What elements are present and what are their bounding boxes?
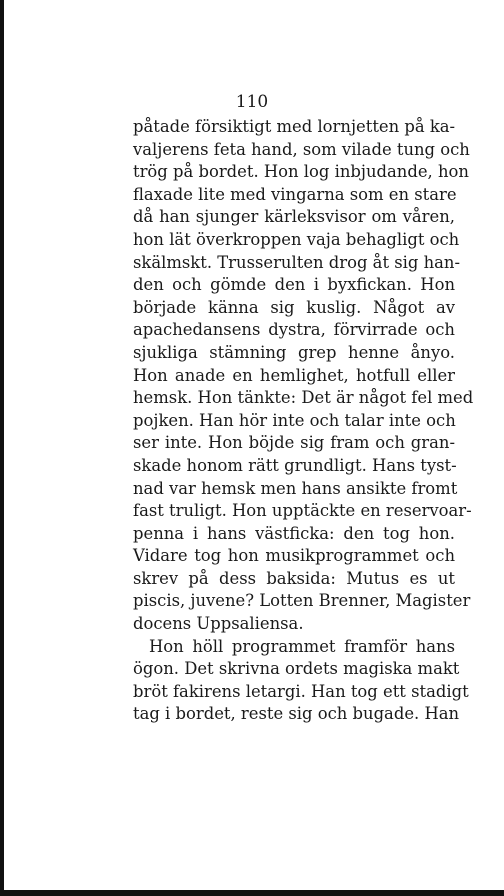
text-line: flaxade lite med vingarna som en stare [133,184,457,204]
text-line: skade honom rätt grundligt. Hans tyst- [133,455,457,475]
text-line: hemsk. Hon tänkte: Det är något fel med [133,388,474,408]
text-line: började känna sig kuslig. Något av [133,297,455,317]
text-line: piscis, juvene? Lotten Brenner, Magister [133,591,471,611]
text-line: påtade försiktigt med lornjetten på ka- [133,117,456,136]
text-line: ögon. Det skrivna ordets magiska makt [133,659,460,679]
text-line: pojken. Han hör inte och talar inte och [133,410,456,430]
text-line: hon lät överkroppen vaja behagligt och [133,229,460,249]
text-line: docens Uppsaliensa. [133,614,304,634]
text-line: Hon höll programmet framför hans [149,636,455,656]
text-line: då han sjunger kärleksvisor om våren, [133,207,455,227]
text-line: penna i hans västficka: den tog hon. [133,523,455,543]
text-line: valjerens feta hand, som vilade tung och [133,139,470,159]
text-line: apachedansens dystra, förvirrade och [133,320,455,340]
text-line: den och gömde den i byxfickan. Hon [133,275,455,295]
scan-left-edge [0,0,4,896]
text-line: nad var hemsk men hans ansikte fromt [133,478,458,498]
page-number: 110 [235,92,269,112]
body-text [133,116,474,726]
text-line: fast truligt. Hon upptäckte en reservoar- [133,501,472,521]
text-line: trög på bordet. Hon log inbjudande, hon [133,162,469,182]
text-line: Hon anade en hemlighet, hotfull eller [133,365,455,385]
text-line: ser inte. Hon böjde sig fram och gran- [133,433,455,453]
text-line: bröt fakirens letargi. Han tog ett stadigt [133,681,469,701]
text-line: tag i bordet, reste sig och bugade. Han [133,704,460,724]
scan-bottom-edge [0,890,504,896]
text-line: Vidare tog hon musikprogrammet och [133,546,455,566]
text-line: skrev på dess baksida: Mutus es ut [133,568,455,588]
text-line: sjukliga stämning grep henne ånyo. [133,342,455,362]
text-line: skälmskt. Trusserulten drog åt sig han- [133,252,461,272]
